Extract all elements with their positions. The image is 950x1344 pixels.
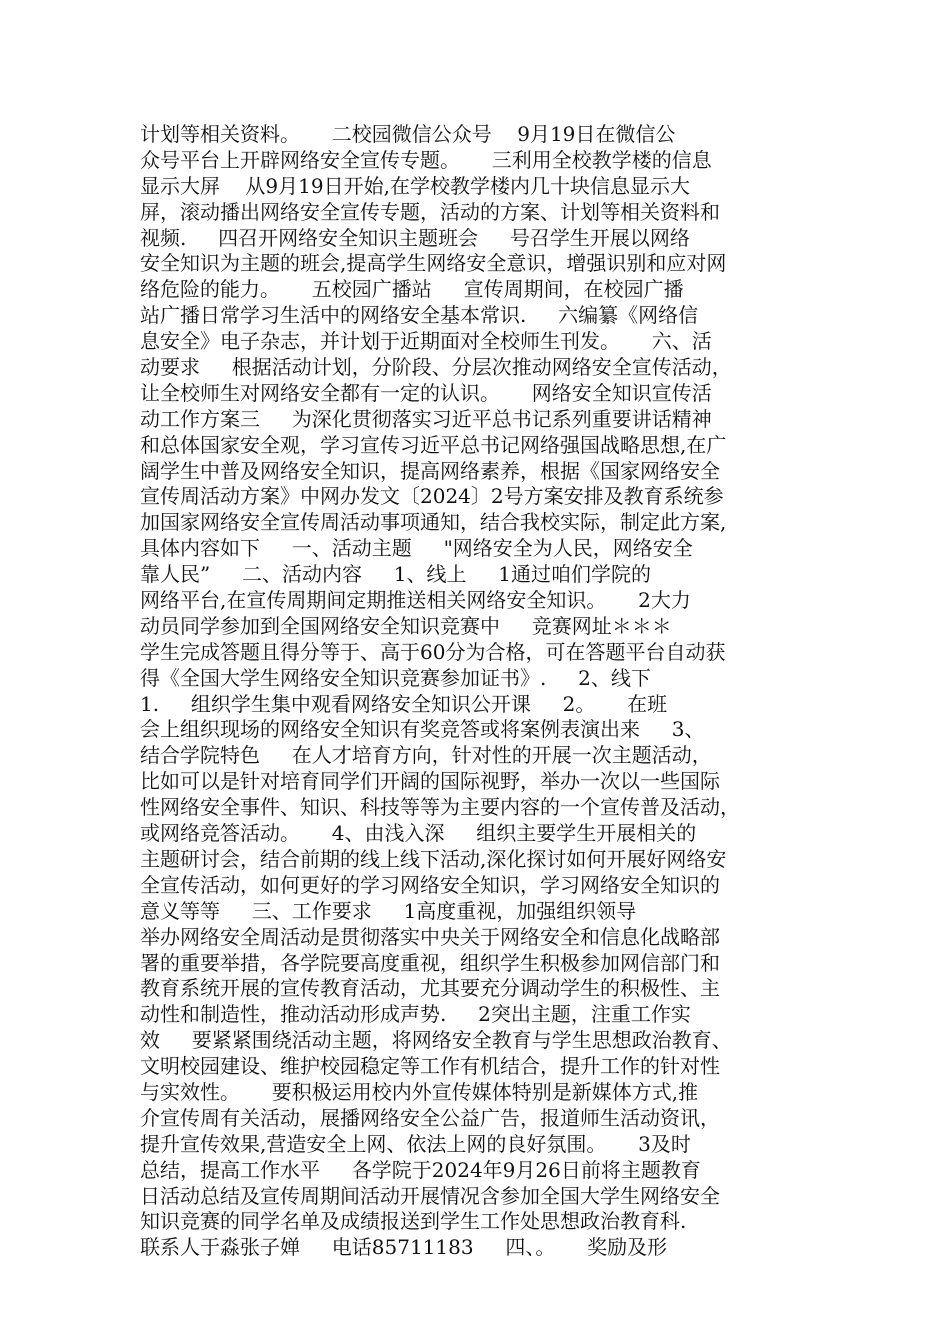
text-line: 举办网络安全周活动是贯彻落实中央关于网络安全和信息化战略部 (140, 924, 720, 949)
text-line: 屏，滚动播出网络安全宣传专题，活动的方案、计划等相关资料和 (140, 199, 720, 224)
text-line: 显示大屏 从9月19日开始,在学校教学楼内几十块信息显示大 (140, 173, 690, 198)
text-line: 1. 组织学生集中观看网络安全知识公开课 2。 在班 (140, 691, 668, 716)
text-line: 络危险的能力。 五校园广播站 宣传周期间，在校园广播 (140, 277, 684, 302)
text-line: 计划等相关资料。 二校园微信公众号 9月19日在微信公 (140, 122, 676, 146)
text-line: 会上组织现场的网络安全知识有奖竞答或将案例表演出来 3、 (140, 717, 705, 742)
text-line: 靠人民” 二、活动内容 1、线上 1通过咱们学院的 (140, 562, 652, 587)
text-line: 比如可以是针对培育同学们开阔的国际视野，举办一次以一些国际 (140, 769, 720, 794)
text-line: 署的重要举措，各学院要高度重视，组织学生积极参加网信部门和 (140, 950, 720, 975)
text-line: 息安全》电子杂志，并计划于近期面对全校师生刊发。 六、活 (140, 329, 712, 354)
text-line: 教育系统开展的宣传教育活动，尤其要充分调动学生的积极性、主 (140, 976, 720, 1001)
text-line: 得《全国大学生网络安全知识竞赛参加证书》. 2、线下 (140, 665, 651, 690)
text-line: 全宣传活动，如何更好的学习网络安全知识，学习网络安全知识的 (140, 872, 720, 897)
text-line: 或网络竞答活动。 4、由浅入深 组织主要学生开展相关的 (140, 821, 697, 846)
text-line: 宣传周活动方案》中网办发文〔2024〕2号方案安排及教育系统参 (140, 484, 724, 509)
text-line: 动要求 根据活动计划，分阶段、分层次推动网络安全宣传活动， (140, 355, 732, 380)
text-line: 与实效性。 要积极运用校内外宣传媒体特别是新媒体方式,推 (140, 1079, 699, 1104)
text-line: 视频. 四召开网络安全知识主题班会 号召学生开展以网络 (140, 225, 690, 250)
text-line: 总结，提高工作水平 各学院于2024年9月26日前将主题教育 (140, 1157, 701, 1182)
text-line: 加国家网络安全宣传周活动事项通知，结合我校实际，制定此方案, (140, 510, 727, 535)
text-line: 安全知识为主题的班会,提高学生网络安全意识，增强识别和应对网 (140, 251, 727, 276)
text-line: 效 要紧紧围绕活动主题，将网络安全教育与学生思想政治教育、 (140, 1028, 732, 1053)
text-line: 文明校园建设、维护校园稳定等工作有机结合，提升工作的针对性 (140, 1054, 720, 1079)
text-line: 知识竞赛的同学名单及成绩报送到学生工作处思想政治教育科. (140, 1209, 687, 1234)
text-line: 动员同学参加到全国网络安全知识竞赛中 竞赛网址＊＊＊ (140, 613, 672, 638)
text-line: 网络平台,在宣传周期间定期推送相关网络安全知识。 2大力 (140, 588, 691, 613)
text-line: 让全校师生对网络安全都有一定的认识。 网络安全知识宣传活 (140, 380, 712, 405)
text-line: 动性和制造性，推动活动形成声势. 2突出主题，注重工作实 (140, 1002, 691, 1027)
text-line: 性网络安全事件、知识、科技等等为主要内容的一个宣传普及活动， (140, 795, 740, 820)
text-line: 结合学院特色 在人才培育方向，针对性的开展一次主题活动， (140, 743, 712, 768)
document-body (140, 122, 810, 1261)
text-line: 阔学生中普及网络安全知识，提高网络素养，根据《国家网络安全 (140, 458, 720, 483)
text-line: 日活动总结及宣传周期间活动开展情况含参加全国大学生网络安全 (140, 1183, 720, 1208)
text-line: 具体内容如下 一、活动主题 "网络安全为人民，网络安全 (140, 536, 693, 561)
text-line: 意义等等 三、工作要求 1高度重视，加强组织领导 (140, 898, 637, 923)
text-line: 众号平台上开辟网络安全宣传专题。 三利用全校教学楼的信息 (140, 147, 712, 172)
text-line: 主题研讨会，结合前期的线上线下活动,深化探讨如何开展好网络安 (140, 846, 727, 871)
text-line: 介宣传周有关活动，展播网络安全公益广告，报道师生活动资讯， (140, 1105, 720, 1130)
text-line: 学生完成答题且得分等于、高于60分为合格，可在答题平台自动获 (140, 639, 726, 664)
text-line: 和总体国家安全观，学习宣传习近平总书记网络强国战略思想,在广 (140, 432, 727, 457)
text-line: 站广播日常学习生活中的网络安全基本常识. 六编纂《网络信 (140, 303, 699, 328)
text-line: 联系人于淼张子婵 电话85711183 四、。 奖励及形 (140, 1235, 668, 1260)
text-line: 动工作方案三 为深化贯彻落实习近平总书记系列重要讲话精神 (140, 406, 712, 431)
text-line: 提升宣传效果,营造安全上网、依法上网的良好氛围。 3及时 (140, 1131, 691, 1156)
